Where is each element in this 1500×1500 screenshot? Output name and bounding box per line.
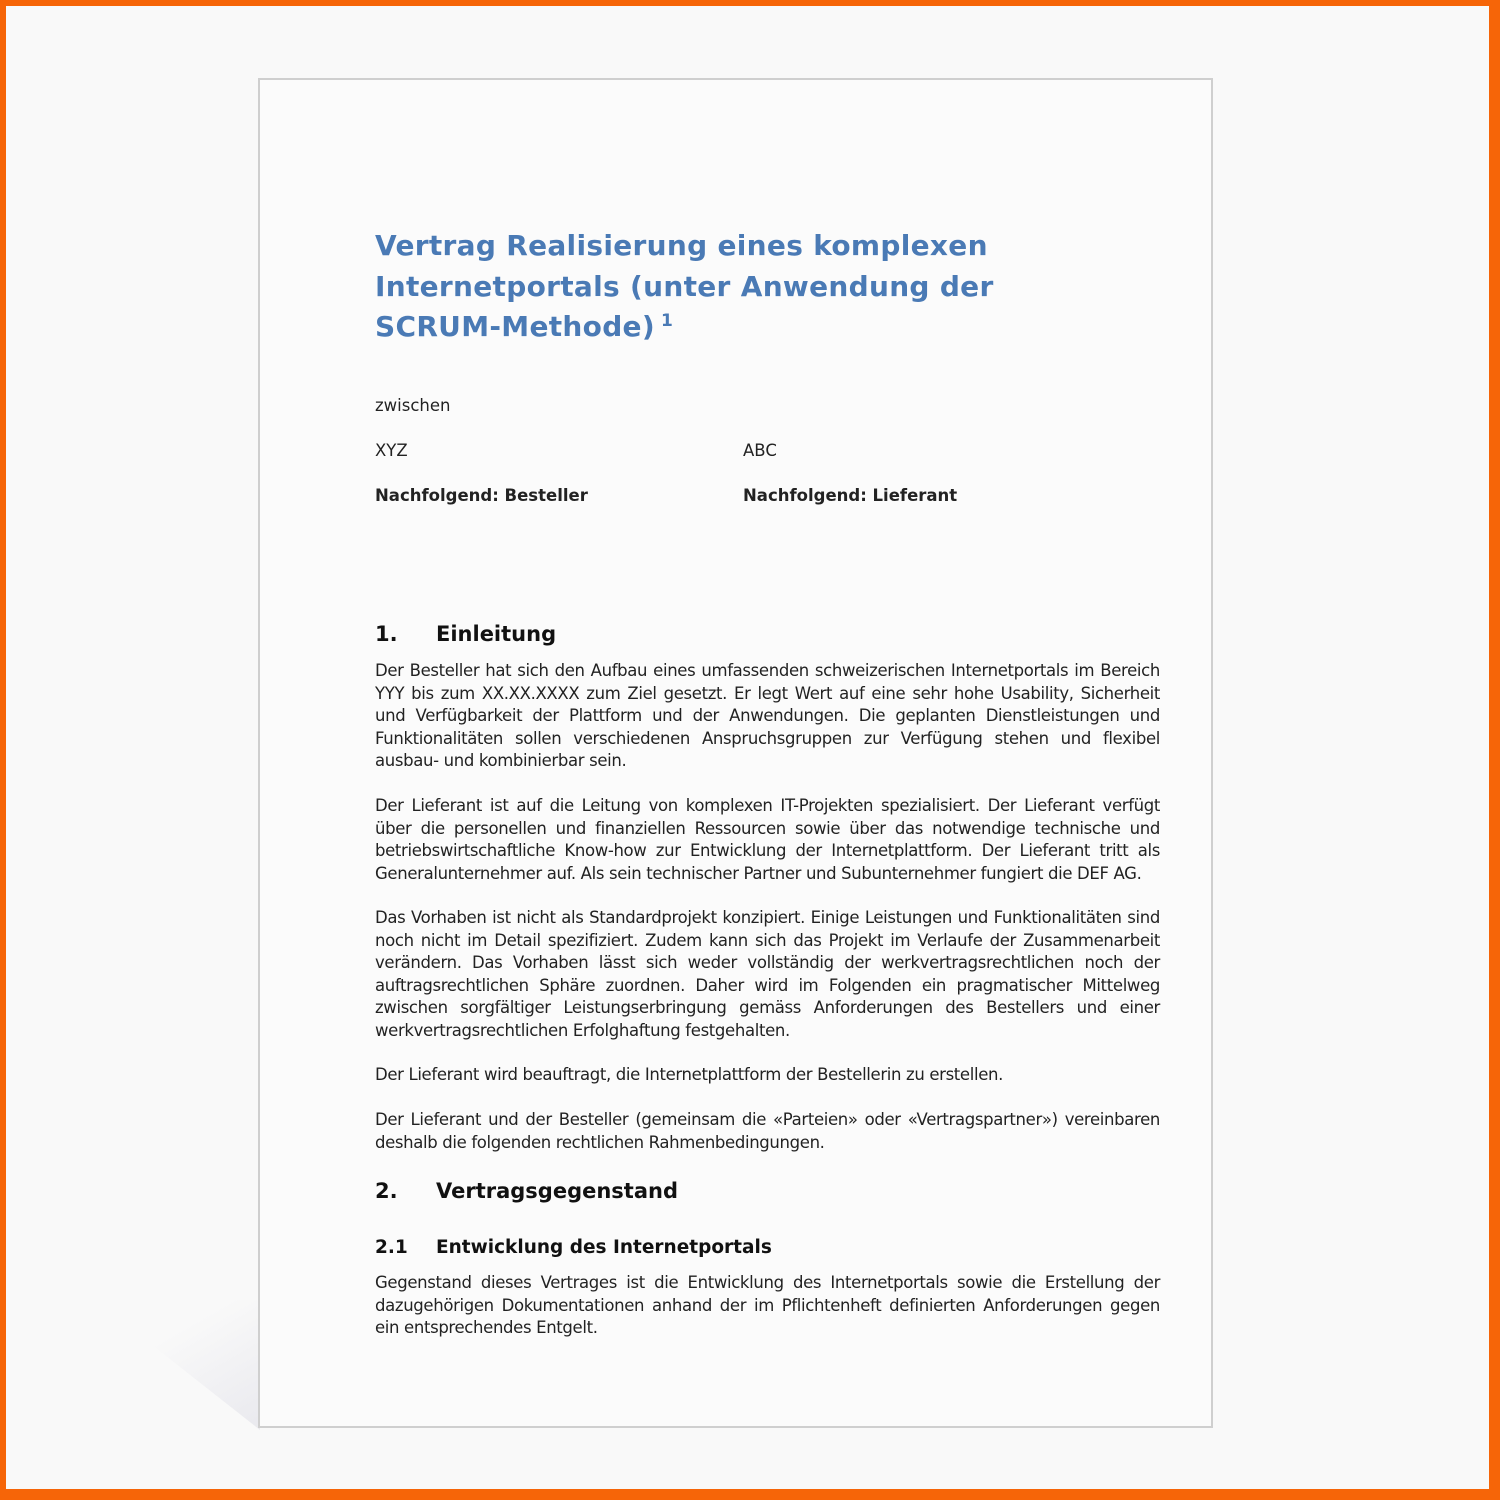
section-title: Vertragsgegenstand [436,1179,678,1203]
section-heading-einleitung [375,622,556,646]
section-number: 2. [375,1179,398,1203]
paragraph: Der Lieferant und der Besteller (gemeinsam die «Parteien» oder «Vertragspartner») vereinbaren deshalb die folgenden rechtlichen Rahmenbedingungen. [375,1110,1160,1152]
title-text: Vertrag Realisierung eines komplexen Internetportals (unter Anwendung der SCRUM-Methode) [375,229,994,343]
party-right-role: Nachfolgend: Lieferant [743,486,958,505]
section-title: Einleitung [436,622,557,646]
paragraph: Der Lieferant ist auf die Leitung von komplexen IT-Projekten spezialisiert. Der Lieferant verfügt über die personellen und finanziellen Ressourcen sowie über das notwendige technische und betriebswirtschaftliche Know-how zur Entwicklung der Internetplattform. Der Lieferant tritt als Generalunternehmer auf. Als sein technischer Partner und Subunternehmer fungiert die DEF AG. [375,796,1160,883]
subsection-number: 2.1 [375,1237,408,1258]
document-title [375,226,1075,348]
party-left-name: XYZ [375,441,408,460]
subsection-heading [375,1237,772,1258]
paragraph: Gegenstand dieses Vertrages ist die Entwicklung des Internetportals sowie die Erstellung der dazugehörigen Dokumentationen anhand der im Pflichtenheft definierten Anforderungen gegen ein entsprechendes Entgelt. [375,1273,1160,1337]
party-right-name: ABC [743,441,777,460]
paragraph: Der Besteller hat sich den Aufbau eines umfassenden schweizerischen Internetportals im Bereich YYY bis zum XX.XX.XXXX zum Ziel gesetzt. Er legt Wert auf eine sehr hohe Usability, Sicherheit und Verfügbarkeit der Plattform und der Anwendungen. Die geplanten Dienstleistungen und Funktionalitäten sollen verschiedenen Anspruchsgruppen zur Verfügung stehen und flexibel ausbau- und kombinierbar sein. [375,661,1160,770]
page-curl-shadow [95,1300,260,1430]
paragraph: Das Vorhaben ist nicht als Standardprojekt konzipiert. Einige Leistungen und Funktionalitäten sind noch nicht im Detail spezifiziert. Zudem kann sich das Projekt im Verlaufe der Zusammenarbeit verändern. Das Vorhaben lässt sich weder vollständig der werkvertragsrechtlichen noch der auftragsrechtlichen Sphäre zuordnen. Daher wird im Folgenden ein pragmatischer Mittelweg zwischen sorgfältiger Leistungserbringung gemäss Anforderungen des Bestellers und einer werkvertragsrechtlichen Erfolghaftung festgehalten. [375,908,1160,1040]
section-number: 1. [375,622,398,646]
subsection-title: Entwicklung des Internetportals [436,1237,772,1258]
party-left-role: Nachfolgend: Besteller [375,486,588,505]
document-page [258,78,1213,1428]
section-heading-vertragsgegenstand [375,1179,678,1203]
between-label: zwischen [375,396,451,415]
title-footnote-marker[interactable]: 1 [660,311,674,331]
paragraph: Der Lieferant wird beauftragt, die Internetplattform der Bestellerin zu erstellen. [375,1065,1004,1084]
